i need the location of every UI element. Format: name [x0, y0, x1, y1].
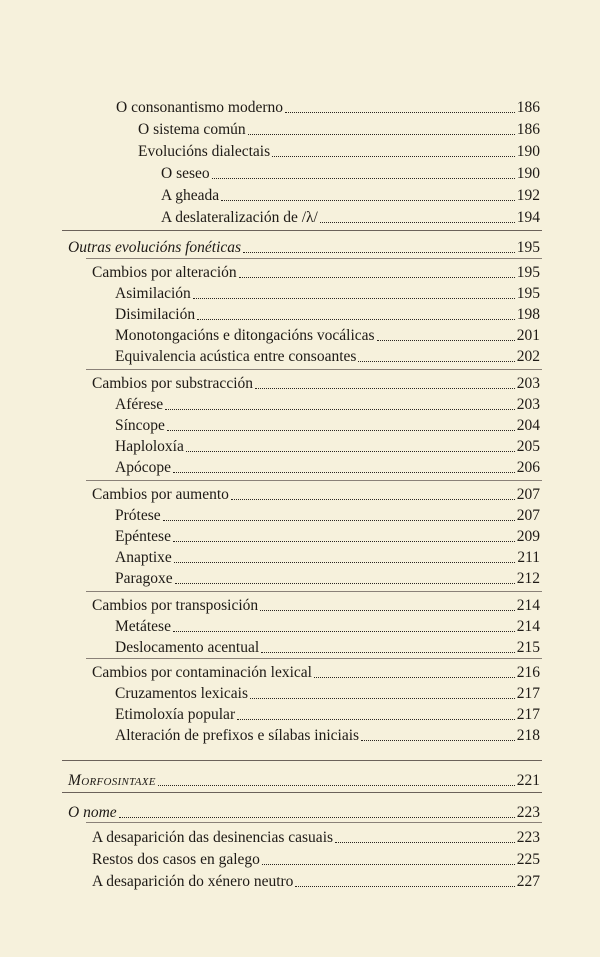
toc-page-number: 227 [516, 873, 540, 890]
toc-page-number: 223 [516, 829, 540, 846]
toc-page-number: 216 [516, 664, 540, 681]
toc-entry [92, 371, 540, 393]
toc-entry-label: Outras evolucións fonéticas [68, 239, 242, 256]
toc-page-number: 190 [516, 143, 540, 160]
toc-leader-dots [167, 430, 515, 431]
toc-leader-dots [119, 817, 515, 818]
toc-leader-dots [158, 785, 515, 786]
toc-entry-label: Deslocamento acentual [115, 639, 260, 656]
toc-page-number: 195 [516, 239, 540, 256]
toc-entry-label: Cambios por aumento [92, 486, 229, 503]
section-divider [86, 369, 542, 370]
toc-page-number: 201 [516, 327, 540, 344]
toc-page-number: 209 [516, 528, 540, 545]
toc-page-number: 223 [516, 804, 540, 821]
toc-leader-dots [193, 298, 515, 299]
toc-entry-label: Cruzamentos lexicais [115, 685, 248, 702]
toc-page-number: 218 [516, 727, 540, 744]
toc-entry-label: Síncope [115, 417, 165, 434]
toc-page-number: 207 [516, 507, 540, 524]
toc-leader-dots [221, 200, 515, 201]
toc-entry-label: Asimilación [115, 285, 191, 302]
toc-entry [138, 139, 540, 161]
toc-entry-label: A gheada [161, 187, 220, 204]
toc-page-number: 203 [516, 396, 540, 413]
toc-entry-label: Monotongacións e ditongacións vocálicas [115, 327, 375, 344]
toc-leader-dots [262, 864, 515, 865]
toc-entry [115, 302, 540, 324]
toc-page-number: 215 [516, 639, 540, 656]
toc-leader-dots [163, 520, 515, 521]
toc-part-entry [68, 768, 540, 790]
section-divider [62, 230, 542, 231]
toc-entry-label: Alteración de prefixos e sílabas iniciais [115, 727, 360, 744]
toc-leader-dots [248, 134, 515, 135]
toc-entry [115, 702, 540, 724]
section-divider [62, 760, 542, 761]
toc-page-number: 207 [516, 486, 540, 503]
toc-leader-dots [261, 652, 515, 653]
toc-page-number: 194 [516, 209, 540, 226]
toc-page-number: 214 [516, 597, 540, 614]
toc-entry-label: Anaptixe [115, 549, 172, 566]
section-divider [86, 822, 542, 823]
toc-page-number: 198 [516, 306, 540, 323]
toc-leader-dots [173, 472, 515, 473]
toc-page-number: 195 [516, 285, 540, 302]
toc-entry [92, 869, 540, 891]
toc-entry-label: A desaparición do xénero neutro [92, 873, 294, 890]
toc-page-number: 206 [516, 459, 540, 476]
toc-leader-dots [173, 541, 515, 542]
toc-entry-label: Etimoloxía popular [115, 706, 236, 723]
toc-leader-dots [255, 388, 515, 389]
toc-leader-dots [165, 409, 515, 410]
toc-entry-label: Haploloxía [115, 438, 184, 455]
toc-entry-label: O sistema común [138, 121, 246, 138]
toc-page-number: 221 [516, 772, 540, 789]
toc-entry-label: A deslateralización de /λ/ [161, 209, 318, 226]
toc-leader-dots [212, 178, 515, 179]
section-divider [86, 258, 542, 259]
toc-leader-dots [295, 886, 514, 887]
toc-leader-dots [174, 562, 515, 563]
toc-entry [115, 323, 540, 345]
toc-entry-label: O nome [68, 804, 117, 821]
toc-leader-dots [243, 252, 515, 253]
toc-entry [115, 723, 540, 745]
toc-entry-label: Disimilación [115, 306, 196, 323]
toc-entry [92, 825, 540, 847]
toc-page-number: 214 [516, 618, 540, 635]
toc-entry-label: Evolucións dialectais [138, 143, 271, 160]
toc-leader-dots [175, 583, 515, 584]
toc-entry [161, 205, 540, 227]
toc-entry [92, 847, 540, 869]
toc-entry-label: A desaparición das desinencias casuais [92, 829, 334, 846]
toc-page-number: 202 [516, 348, 540, 365]
toc-entry-label: O seseo [161, 165, 210, 182]
toc-leader-dots [197, 319, 515, 320]
toc-leader-dots [237, 719, 515, 720]
toc-leader-dots [186, 451, 515, 452]
toc-page-number: 204 [516, 417, 540, 434]
toc-page-number: 190 [516, 165, 540, 182]
toc-entry [115, 524, 540, 546]
toc-leader-dots [239, 277, 515, 278]
section-divider [86, 591, 542, 592]
toc-entry-label: Cambios por substracción [92, 375, 254, 392]
toc-page-number: 212 [516, 570, 540, 587]
toc-entry-label: Metátese [115, 618, 171, 635]
toc-page-number: 211 [517, 549, 540, 566]
toc-entry [161, 161, 540, 183]
toc-page-number: 186 [516, 99, 540, 116]
toc-entry [115, 681, 540, 703]
toc-entry [115, 614, 540, 636]
toc-page-number: 203 [516, 375, 540, 392]
section-divider [86, 480, 542, 481]
toc-entry [92, 660, 540, 682]
toc-entry [92, 260, 540, 282]
toc-page-number: 192 [516, 187, 540, 204]
toc-section-entry [68, 800, 540, 822]
toc-leader-dots [173, 631, 515, 632]
toc-page-number: 225 [516, 851, 540, 868]
toc-entry [115, 503, 540, 525]
toc-entry [115, 455, 540, 477]
toc-entry [116, 95, 540, 117]
toc-entry-label: Aférese [115, 396, 164, 413]
toc-page-number: 195 [516, 264, 540, 281]
toc-page-number: 217 [516, 706, 540, 723]
toc-entry [92, 593, 540, 615]
toc-entry-label: Equivalencia acústica entre consoantes [115, 348, 357, 365]
toc-entry-label: Restos dos casos en galego [92, 851, 260, 868]
toc-leader-dots [320, 222, 515, 223]
toc-leader-dots [314, 677, 515, 678]
toc-entry [115, 344, 540, 366]
toc-entry [115, 413, 540, 435]
toc-entry-label: Cambios por alteración [92, 264, 237, 281]
toc-entry [138, 117, 540, 139]
section-divider [86, 658, 542, 659]
toc-section-entry [68, 235, 540, 257]
toc-entry [115, 281, 540, 303]
toc-leader-dots [377, 340, 515, 341]
toc-page-number: 186 [516, 121, 540, 138]
toc-entry-label: Epéntese [115, 528, 171, 545]
toc-entry [115, 566, 540, 588]
toc-leader-dots [358, 361, 514, 362]
toc-entry [115, 635, 540, 657]
toc-leader-dots [335, 842, 515, 843]
toc-entry [115, 392, 540, 414]
toc-entry-label: Prótese [115, 507, 161, 524]
toc-entry-label: O consonantismo moderno [116, 99, 284, 116]
toc-leader-dots [361, 740, 515, 741]
toc-leader-dots [285, 112, 515, 113]
toc-entry-label: Paragoxe [115, 570, 173, 587]
toc-leader-dots [250, 698, 515, 699]
toc-leader-dots [272, 156, 515, 157]
toc-entry-label: Apócope [115, 459, 171, 476]
toc-entry-label: Morfosintaxe [68, 772, 156, 789]
toc-page-number: 205 [516, 438, 540, 455]
toc-page-number: 217 [516, 685, 540, 702]
toc-leader-dots [260, 610, 515, 611]
toc-entry [115, 434, 540, 456]
section-divider [62, 792, 542, 793]
toc-entry [92, 482, 540, 504]
toc-leader-dots [231, 499, 515, 500]
toc-entry [161, 183, 540, 205]
toc-entry-label: Cambios por contaminación lexical [92, 664, 312, 681]
toc-entry-label: Cambios por transposición [92, 597, 259, 614]
toc-entry [115, 545, 540, 567]
